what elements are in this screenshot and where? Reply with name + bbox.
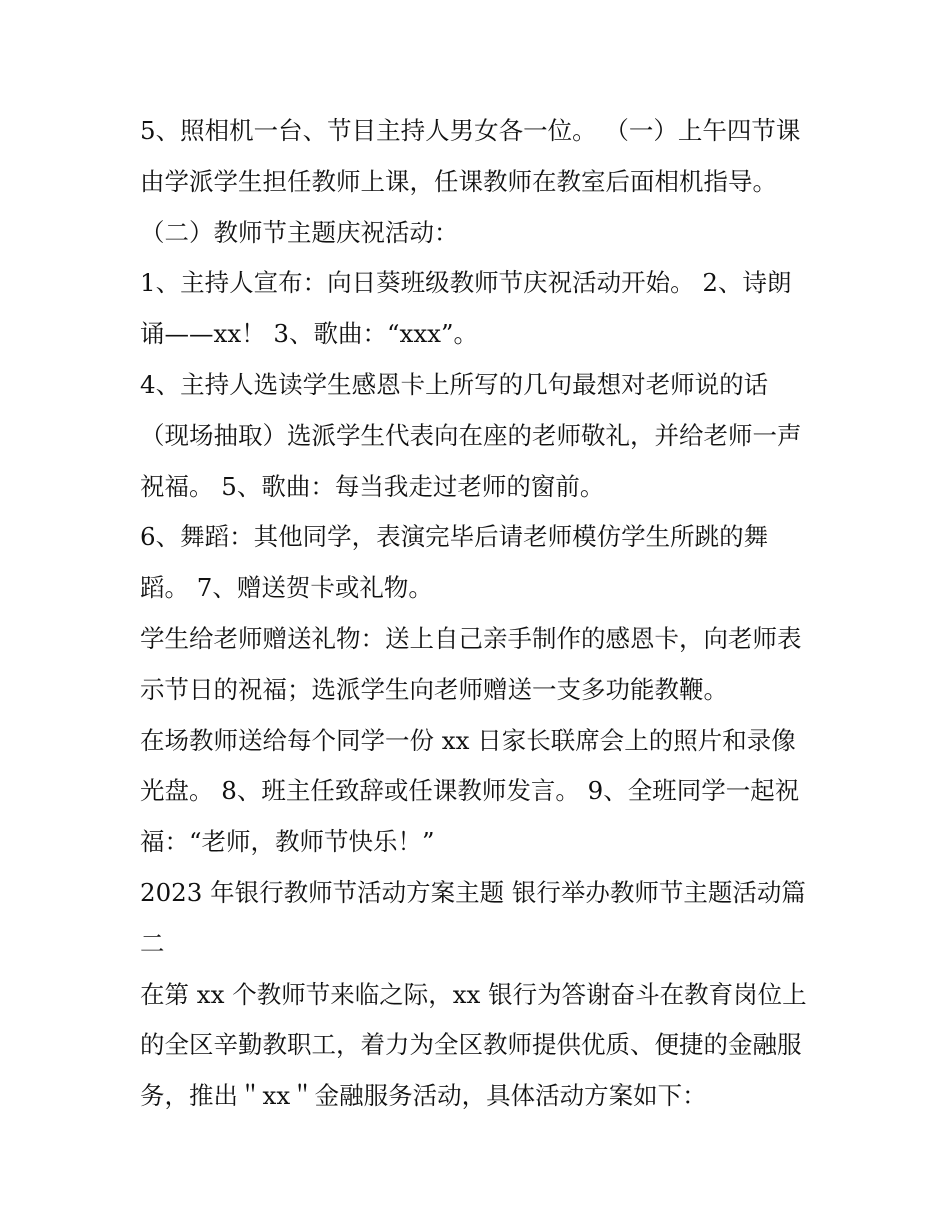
text-line: 由学派学生担任教师上课，任课教师在教室后面相机指导。 — [140, 166, 777, 196]
heading-line: 二 — [140, 928, 165, 958]
text-line: 在第 xx 个教师节来临之际，xx 银行为答谢奋斗在教育岗位上 — [140, 979, 807, 1009]
text-line: （现场抽取）选派学生代表向在座的老师敬礼，并给老师一声 — [140, 420, 802, 450]
text-line: 示节日的祝福；选派学生向老师赠送一支多功能教鞭。 — [140, 674, 728, 704]
heading-line: 2023 年银行教师节活动方案主题 银行举办教师节主题活动篇 — [140, 877, 806, 907]
text-line: （二）教师节主题庆祝活动： — [140, 217, 459, 247]
text-line: 5、照相机一台、节目主持人男女各一位。 （一）上午四节课 — [140, 116, 801, 145]
text-line: 的全区辛勤教职工，着力为全区教师提供优质、便捷的金融服 — [140, 1030, 802, 1060]
text-line: 在场教师送给每个同学一份 xx 日家长联席会上的照片和录像 — [140, 725, 796, 755]
document-body — [140, 106, 820, 1122]
text-line: 祝福。 5、歌曲：每当我走过老师的窗前。 — [140, 471, 605, 501]
text-line: 1、主持人宣布：向日葵班级教师节庆祝活动开始。 2、诗朗 — [140, 268, 792, 298]
text-line: 福：“老师，教师节快乐！” — [140, 827, 435, 857]
text-line: 6、舞蹈：其他同学，表演完毕后请老师模仿学生所跳的舞 — [140, 522, 769, 552]
text-line: 务，推出＂xx＂金融服务活动，具体活动方案如下： — [140, 1081, 707, 1111]
text-line: 4、主持人选读学生感恩卡上所写的几句最想对老师说的话 — [140, 369, 769, 399]
text-line: 学生给老师赠送礼物：送上自己亲手制作的感恩卡，向老师表 — [140, 623, 802, 653]
text-line: 蹈。 7、赠送贺卡或礼物。 — [140, 573, 433, 603]
text-line: 光盘。 8、班主任致辞或任课教师发言。 9、全班同学一起祝 — [140, 776, 800, 806]
text-line: 诵——xx！ 3、歌曲：“xxx”。 — [140, 319, 479, 349]
